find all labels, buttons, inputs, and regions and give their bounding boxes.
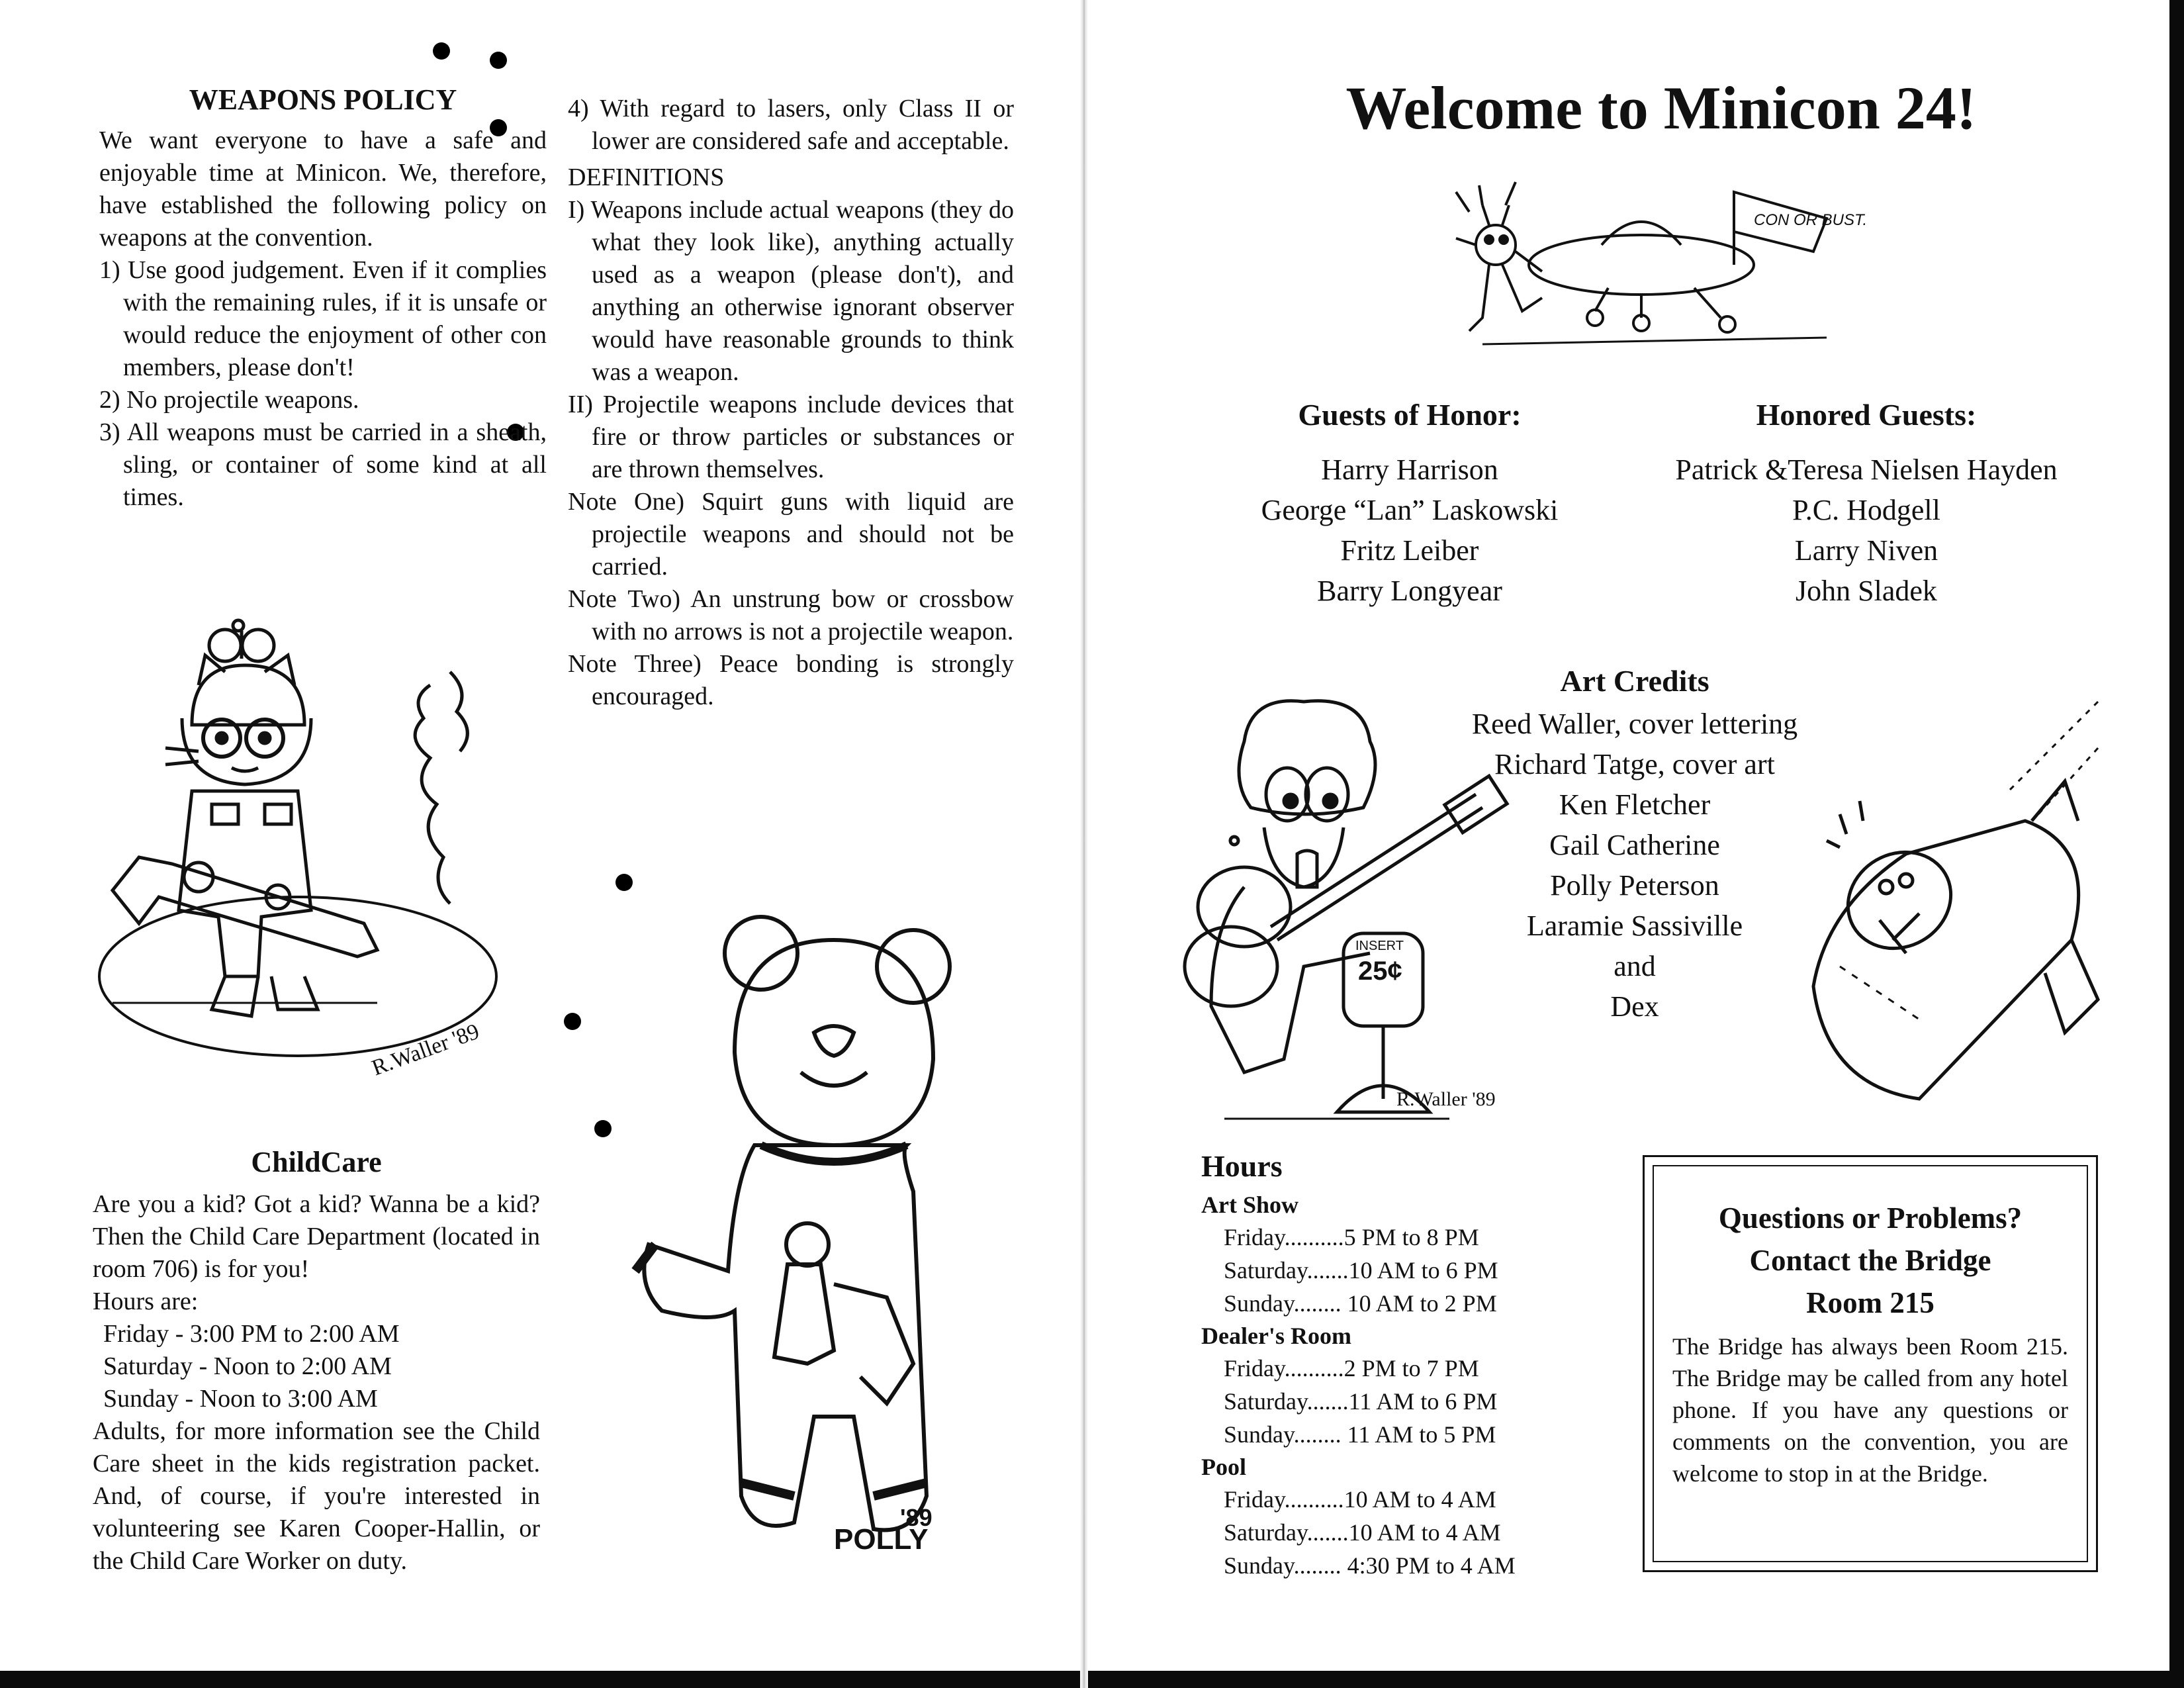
childcare-footer: Adults, for more information see the Child Care sheet in the kids registration packet. And, of course, if you're interested in volunteering see Karen Cooper-Hallin, or the Child Care Worker on duty. xyxy=(93,1417,540,1575)
guest-name: George “Lan” Laskowski xyxy=(1261,494,1559,526)
weapons-rule: 1) Use good judgement. Even if it complies with the remaining rules, if it is unsafe or would reduce the enjoyment of other con members, please don't! xyxy=(99,256,547,381)
art-credit-name: Polly Peterson xyxy=(1550,869,1719,902)
hours-group-label: Art Show xyxy=(1201,1192,1299,1218)
honored-guests-heading: Honored Guests: xyxy=(1756,398,1977,432)
hours-row: Friday..........5 PM to 8 PM xyxy=(1224,1224,1479,1250)
childcare-hours-row: Friday - 3:00 PM to 2:00 AM xyxy=(103,1320,400,1348)
hours-row: Friday..........2 PM to 7 PM xyxy=(1224,1355,1479,1382)
hours-row: Friday..........10 AM to 4 AM xyxy=(1224,1486,1496,1513)
hours-group-label: Pool xyxy=(1201,1454,1246,1480)
art-credit-name: Laramie Sassiville xyxy=(1526,910,1743,942)
punch-hole xyxy=(594,1120,612,1137)
childcare-title: ChildCare xyxy=(251,1146,382,1178)
weapons-rule: 3) All weapons must be carried in a sheath, sling, or container of some kind at all times. xyxy=(99,418,547,511)
bridge-room: Room 215 xyxy=(1806,1286,1934,1319)
childcare-section xyxy=(93,1145,540,1577)
bridge-heading-line: Questions or Problems? xyxy=(1718,1201,2023,1235)
teddy-bear-illustration xyxy=(635,900,979,1575)
meter-price: 25¢ xyxy=(1358,957,1402,986)
hours-row: Sunday........ 4:30 PM to 4 AM xyxy=(1224,1552,1516,1579)
guests-of-honor xyxy=(1205,397,1615,611)
bridge-body-text: The Bridge has always been Room 215. The Bridge may be called from any hotel phone. If you have any questions or comments on the convention, you are welcome to stop in at the Bridge. xyxy=(1672,1333,2068,1487)
hours-row: Saturday.......11 AM to 6 PM xyxy=(1224,1388,1498,1415)
punch-hole xyxy=(433,42,450,60)
art-credit-name: and xyxy=(1614,950,1656,982)
honored-guest-name: Patrick &Teresa Nielsen Hayden xyxy=(1675,453,2058,486)
contact-bridge-inner-border xyxy=(1653,1165,2088,1562)
note-item: Note One) Squirt guns with liquid are projectile weapons and should not be carried. xyxy=(568,488,1014,581)
honored-guest-name: John Sladek xyxy=(1796,575,1937,607)
definition-item: I) Weapons include actual weapons (they do what they look like), anything actually used as a weapon (please don't), and anything an otherwise ignorant observer would have reasonable grounds to think was a weapon. xyxy=(568,196,1014,386)
punch-hole xyxy=(615,874,633,891)
childcare-hours-label: Hours are: xyxy=(93,1288,199,1315)
weapons-policy-column-1 xyxy=(99,83,547,514)
note-item: Note Three) Peace bonding is strongly encouraged. xyxy=(568,650,1014,710)
art-credits xyxy=(1423,659,1846,1027)
weapons-policy-title: WEAPONS POLICY xyxy=(189,83,457,116)
contact-bridge-box xyxy=(1643,1155,2098,1572)
bear-year: '89 xyxy=(900,1504,933,1531)
honored-guest-name: Larry Niven xyxy=(1794,534,1938,567)
weapons-intro: We want everyone to have a safe and enjoyable time at Minicon. We, therefore, have established the following policy on weapons at the convention. xyxy=(99,126,547,252)
guest-name: Fritz Leiber xyxy=(1340,534,1479,567)
art-credit-name: Richard Tatge, cover art xyxy=(1494,748,1775,780)
definition-item: II) Projectile weapons include devices that fire or throw particles or substances or are thrown themselves. xyxy=(568,391,1014,483)
honored-guest-name: P.C. Hodgell xyxy=(1792,494,1940,526)
guitar-signature: R.Waller '89 xyxy=(1396,1088,1496,1110)
hours-row: Saturday.......10 AM to 6 PM xyxy=(1224,1257,1498,1284)
welcome-title: Welcome to Minicon 24! xyxy=(1345,74,1977,142)
page-edge xyxy=(2169,0,2184,1688)
childcare-hours-row: Sunday - Noon to 3:00 AM xyxy=(103,1385,378,1413)
rocket-illustration xyxy=(1787,688,2105,1112)
weapons-policy-column-2 xyxy=(568,93,1014,713)
hours-title: Hours xyxy=(1201,1149,1283,1183)
meter-label: INSERT xyxy=(1355,939,1404,953)
page-edge-bottom xyxy=(0,1671,2184,1688)
hours-group-label: Dealer's Room xyxy=(1201,1323,1351,1349)
punch-hole xyxy=(564,1013,581,1030)
art-credits-heading: Art Credits xyxy=(1560,664,1709,698)
art-credit-name: Reed Waller, cover lettering xyxy=(1471,708,1798,740)
hours-row: Sunday........ 10 AM to 2 PM xyxy=(1224,1290,1497,1317)
honored-guests xyxy=(1641,397,2091,611)
cat-gunslinger-illustration xyxy=(99,606,516,1082)
bridge-heading-line: Contact the Bridge xyxy=(1749,1244,1991,1277)
guest-name: Barry Longyear xyxy=(1317,575,1502,607)
definitions-heading: DEFINITIONS xyxy=(568,164,725,191)
center-fold xyxy=(1080,0,1088,1688)
guests-of-honor-heading: Guests of Honor: xyxy=(1298,398,1522,432)
weapons-rule: 4) With regard to lasers, only Class II or lower are considered safe and acceptable. xyxy=(568,95,1014,155)
art-credit-name: Dex xyxy=(1610,990,1659,1023)
ufo-flag-text: CON OR BUST. xyxy=(1754,211,1868,229)
cat-signature: R.Waller '89 xyxy=(369,1019,483,1081)
weapons-rule: 2) No projectile weapons. xyxy=(99,386,359,414)
hours-section xyxy=(1201,1149,1625,1582)
guest-name: Harry Harrison xyxy=(1321,453,1498,486)
hours-row: Saturday.......10 AM to 4 AM xyxy=(1224,1519,1501,1546)
hours-row: Sunday........ 11 AM to 5 PM xyxy=(1224,1421,1496,1448)
art-credit-name: Gail Catherine xyxy=(1549,829,1720,861)
art-credit-name: Ken Fletcher xyxy=(1559,788,1711,821)
bear-signature: POLLY xyxy=(834,1523,929,1556)
childcare-intro: Are you a kid? Got a kid? Wanna be a kid? Then the Child Care Department (located in room 706) is for you! xyxy=(93,1190,540,1283)
punch-hole xyxy=(490,52,507,69)
alien-ufo-illustration xyxy=(1443,179,1868,364)
childcare-hours-row: Saturday - Noon to 2:00 AM xyxy=(103,1352,392,1380)
note-item: Note Two) An unstrung bow or crossbow with no arrows is not a projectile weapon. xyxy=(568,585,1014,645)
